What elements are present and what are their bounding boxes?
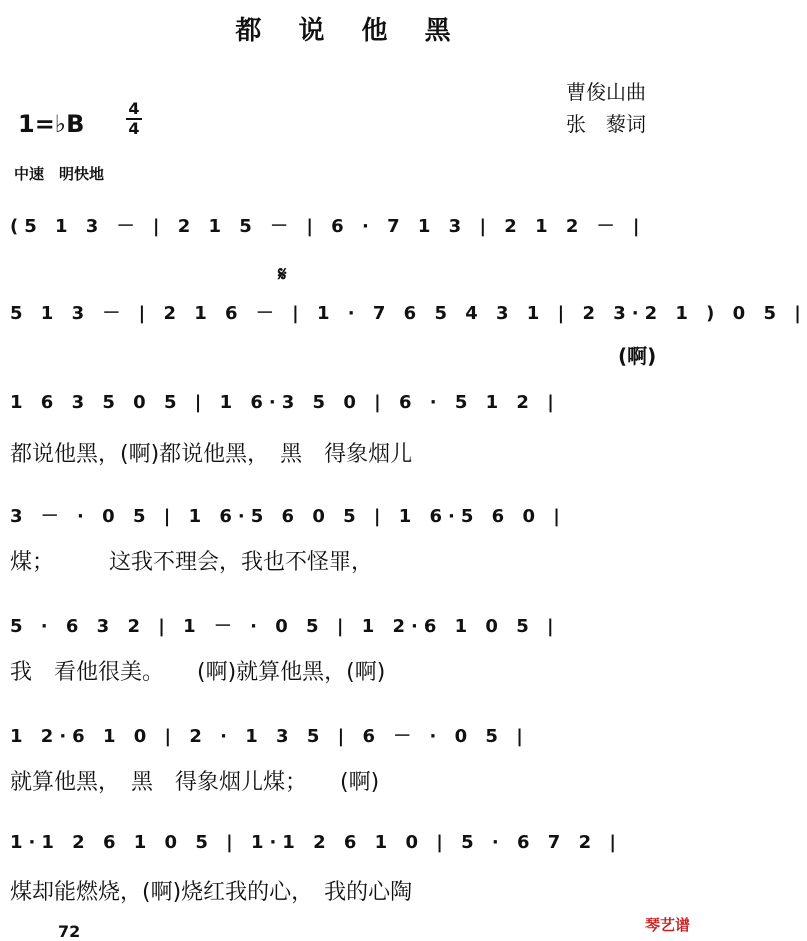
notation-line-5: 5 · 6 3 2 | 1 － · 0 5 | 1 2·6 1 0 5 | — [10, 616, 560, 637]
page-title: 都 说 他 黑 — [235, 16, 465, 46]
composer-credit: 曹俊山曲 — [566, 80, 646, 104]
lyrics-line-2: (啊) — [618, 344, 657, 368]
tempo-marking: 中速 明快地 — [14, 165, 105, 183]
segno-sign: 𝄋 — [278, 262, 287, 286]
lyrics-line-3: 都说他黑，(啊)都说他黑， 黑 得象烟儿 — [10, 442, 413, 467]
lyricist-credit: 张 藜词 — [566, 112, 646, 136]
time-signature-top: 4 — [128, 99, 140, 118]
notation-line-6: 1 2·6 1 0 | 2 · 1 3 5 | 6 － · 0 5 | — [10, 726, 529, 747]
key-signature: 1=♭B — [18, 110, 85, 138]
notation-line-7: 1·1 2 6 1 0 5 | 1·1 2 6 1 0 | 5 · 6 7 2 | — [10, 832, 622, 853]
notation-line-4: 3 － · 0 5 | 1 6·5 6 0 5 | 1 6·5 6 0 | — [10, 506, 566, 527]
lyrics-line-4: 煤； 这我不理会，我也不怪罪， — [10, 550, 374, 575]
notation-line-1: (5 1 3 － | 2 1 5 － | 6 · 7 1 3 | 2 1 2 － | — [10, 216, 646, 237]
time-signature — [126, 100, 142, 138]
lyrics-line-6: 就算他黑， 黑 得象烟儿煤； (啊) — [10, 770, 380, 795]
time-signature-bottom: 4 — [128, 119, 140, 138]
page-number: 72 — [58, 922, 81, 941]
lyrics-line-5: 我 看他很美。 (啊)就算他黑，(啊) — [10, 660, 386, 685]
notation-line-2: 5 1 3 － | 2 1 6 － | 1 · 7 6 5 4 3 1 | 2 3·2 1 ) 0 5 | — [10, 303, 807, 324]
watermark-logo: 琴艺谱 — [644, 916, 690, 934]
lyrics-line-7: 煤却能燃烧，(啊)烧红我的心， 我的心陶 — [10, 880, 413, 905]
notation-line-3: 1 6 3 5 0 5 | 1 6·3 5 0 | 6 · 5 1 2 | — [10, 392, 560, 413]
